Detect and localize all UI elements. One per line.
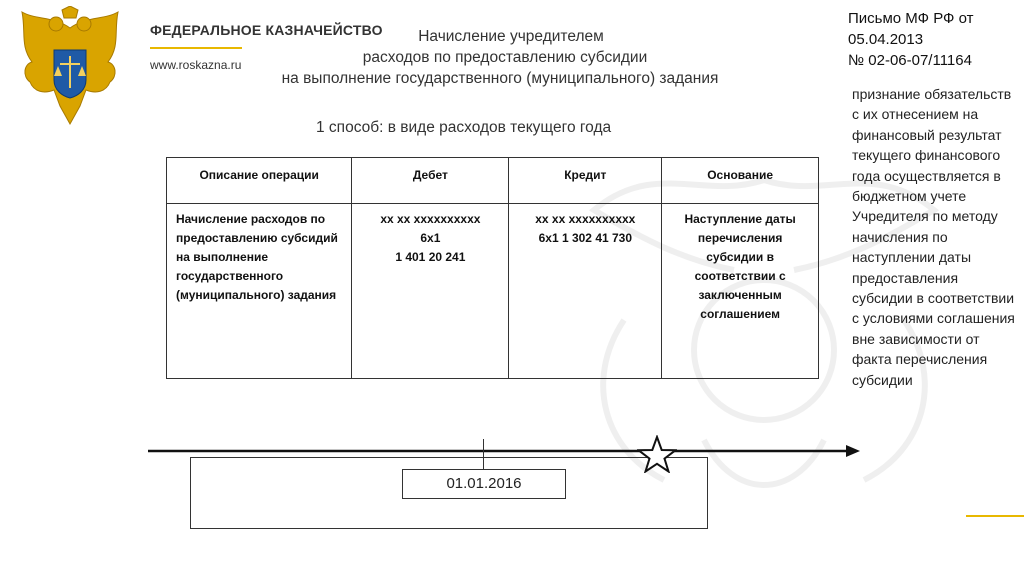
- operations-table: [166, 157, 819, 379]
- title-line-1: Начисление учредителем: [418, 28, 604, 45]
- timeline-tick: [483, 439, 484, 470]
- debit-line-1: хх хх хххххххххх: [380, 212, 481, 226]
- treasury-emblem: [14, 6, 126, 128]
- title-line-2: расходов по предоставлению субсидии: [362, 49, 648, 66]
- header-debit: Дебет: [352, 158, 509, 204]
- org-url[interactable]: www.roskazna.ru: [150, 58, 242, 72]
- table-header-row: [167, 158, 819, 204]
- cell-credit: [509, 204, 662, 379]
- star-icon: [637, 435, 677, 473]
- letter-line-1: Письмо МФ РФ от: [848, 10, 974, 27]
- letter-line-3: № 02-06-07/11164: [848, 52, 972, 69]
- cell-debit: [352, 204, 509, 379]
- header-description: Описание операции: [167, 158, 352, 204]
- timeline-arrow: [148, 444, 860, 458]
- header-credit: Кредит: [509, 158, 662, 204]
- cell-basis: Наступление даты перечисления субсидии в соответствии с заключенным соглашением: [662, 204, 819, 379]
- debit-line-3: 1 401 20 241: [395, 250, 466, 264]
- credit-line-2: 6х1 1 302 41 730: [538, 231, 633, 245]
- debit-line-2: 6х1: [420, 231, 441, 245]
- letter-line-2: 05.04.2013: [848, 31, 924, 48]
- method-subtitle: 1 способ: в виде расходов текущего года: [316, 119, 612, 136]
- page-title: [180, 26, 820, 89]
- org-name: ФЕДЕРАЛЬНОЕ КАЗНАЧЕЙСТВО: [150, 22, 383, 38]
- side-note: признание обязательств с их отнесением на финансовый результат текущего финансового года осуществляется в бюджетном учете Учредителя по методу начисления по наступлении даты предоставления субсидии в соответствии с условиями соглашения вне зависимости от факта перечисления субсидии: [852, 86, 1015, 388]
- credit-line-1: хх хх хххххххххх: [535, 212, 636, 226]
- header-basis: Основание: [662, 158, 819, 204]
- table-row: [167, 204, 819, 379]
- title-line-3: на выполнение государственного (муниципального) задания: [281, 70, 719, 87]
- letter-reference: [848, 8, 974, 71]
- accent-rule: [966, 515, 1024, 517]
- date-label: 01.01.2016: [402, 469, 566, 499]
- cell-description: Начисление расходов по предоставлению субсидий на выполнение государственного (муниципального) задания: [167, 204, 352, 379]
